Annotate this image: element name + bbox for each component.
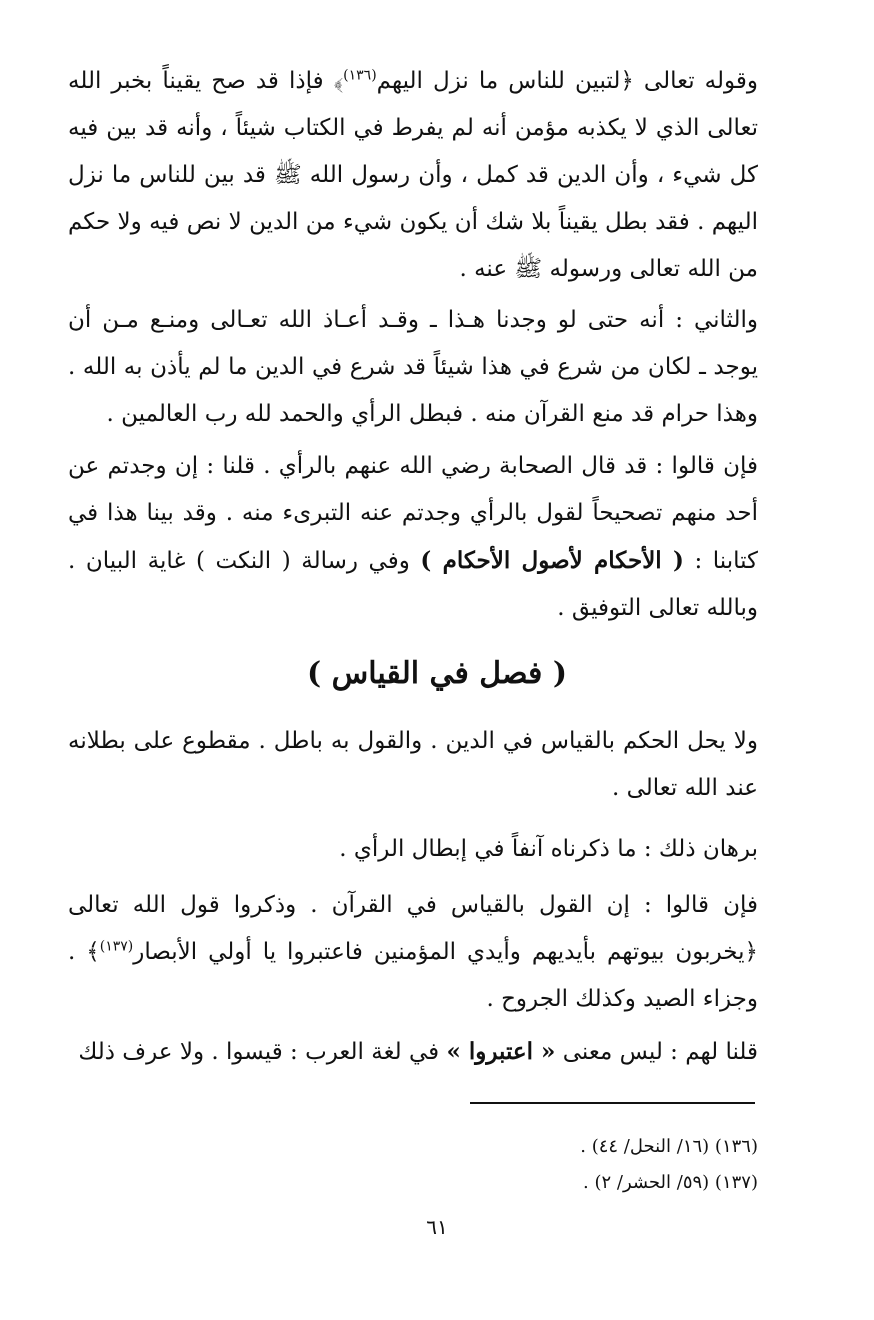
footnote-137: (١٣٧) (٥٩/ الحشر/ ٢) . [583,1172,758,1193]
paragraph-3 [68,443,758,632]
paragraph-3-text-a: فإن قالوا : قد قال الصحابة رضي الله عنهم بالرأي . قلنا : إن وجدتم عن أحد منهم تصحيحاً لقول بالرأي وجدتم عنه التبرىء منه . وقد بينا هذا في كتابنا : [68,453,759,574]
paragraph-3-text-b: وفي رسالة ( النكت ) غاية البيان . وبالله تعالى التوفيق . [68,548,758,621]
paragraph-6-text-b: ﴾ . وجزاء الصيد وكذلك الجروح . [68,939,758,1012]
paragraph-7 [68,1028,758,1076]
footnote-ref-136[interactable]: (١٣٦) [343,67,377,84]
section-heading: ( فصل في القياس ) [306,656,568,691]
book-title-bold: ( الأحكام لأصول الأحكام ) [420,547,684,574]
paragraph-1-text-a: وقوله تعالى ﴿لتبين للناس ما نزل اليهم [376,68,758,94]
footnote-ref-137[interactable]: (١٣٧) [99,938,134,955]
paragraph-4: ولا يحل الحكم بالقياس في الدين . والقول به باطل . مقطوع على بطلانه عند الله تعالى . [68,728,758,801]
paragraph-6-text-a: فإن قالوا : إن القول بالقياس في القرآن . وذكروا قول الله تعالى ﴿يخربون بيوتهم بأيديهم وأيدي المؤمنين فاعتبروا يا أولي الأبصار [68,892,758,965]
paragraph-5: برهان ذلك : ما ذكرناه آنفاً في إبطال الرأي . [339,836,758,862]
paragraph-7-text-a: قلنا لهم : ليس معنى [562,1039,758,1065]
paragraph-1-text-b: ﴾ فإذا قد صح يقيناً بخبر الله تعالى الذي لا يكذبه مؤمن أنه لم يفرط في الكتاب شيئاً ، وأنه قد بين فيه كل شيء ، وأن الدين قد كمل ، وأن رسول الله ﷺ قد بين للناس ما نزل اليهم . فقد بطل يقيناً بلا شك أن يكون شيء من الدين لا نص فيه ولا حكم من الله تعالى ورسوله ﷺ عنه . [68,68,758,282]
footnote-136: (١٣٦) (١٦/ النحل/ ٤٤) . [580,1136,758,1157]
page-number: ٦١ [426,1215,448,1239]
paragraph-6 [68,882,758,1023]
paragraph-7-text-b: في لغة العرب : قيسوا . ولا عرف ذلك [78,1039,440,1065]
paragraph-1 [68,58,758,293]
paragraph-2: والثاني : أنه حتى لو وجدنا هـذا ـ وقـد أعـاذ الله تعـالى ومنـع مـن أن يوجد ـ لكان من شرع في هذا شيئاً قد شرع في الدين ما لم يأذن به الله . وهذا حرام قد منع القرآن منه . فبطل الرأي والحمد لله رب العالمين . [68,307,758,427]
quoted-word-bold: « اعتبروا » [446,1038,556,1065]
footnote-divider [470,1102,755,1104]
